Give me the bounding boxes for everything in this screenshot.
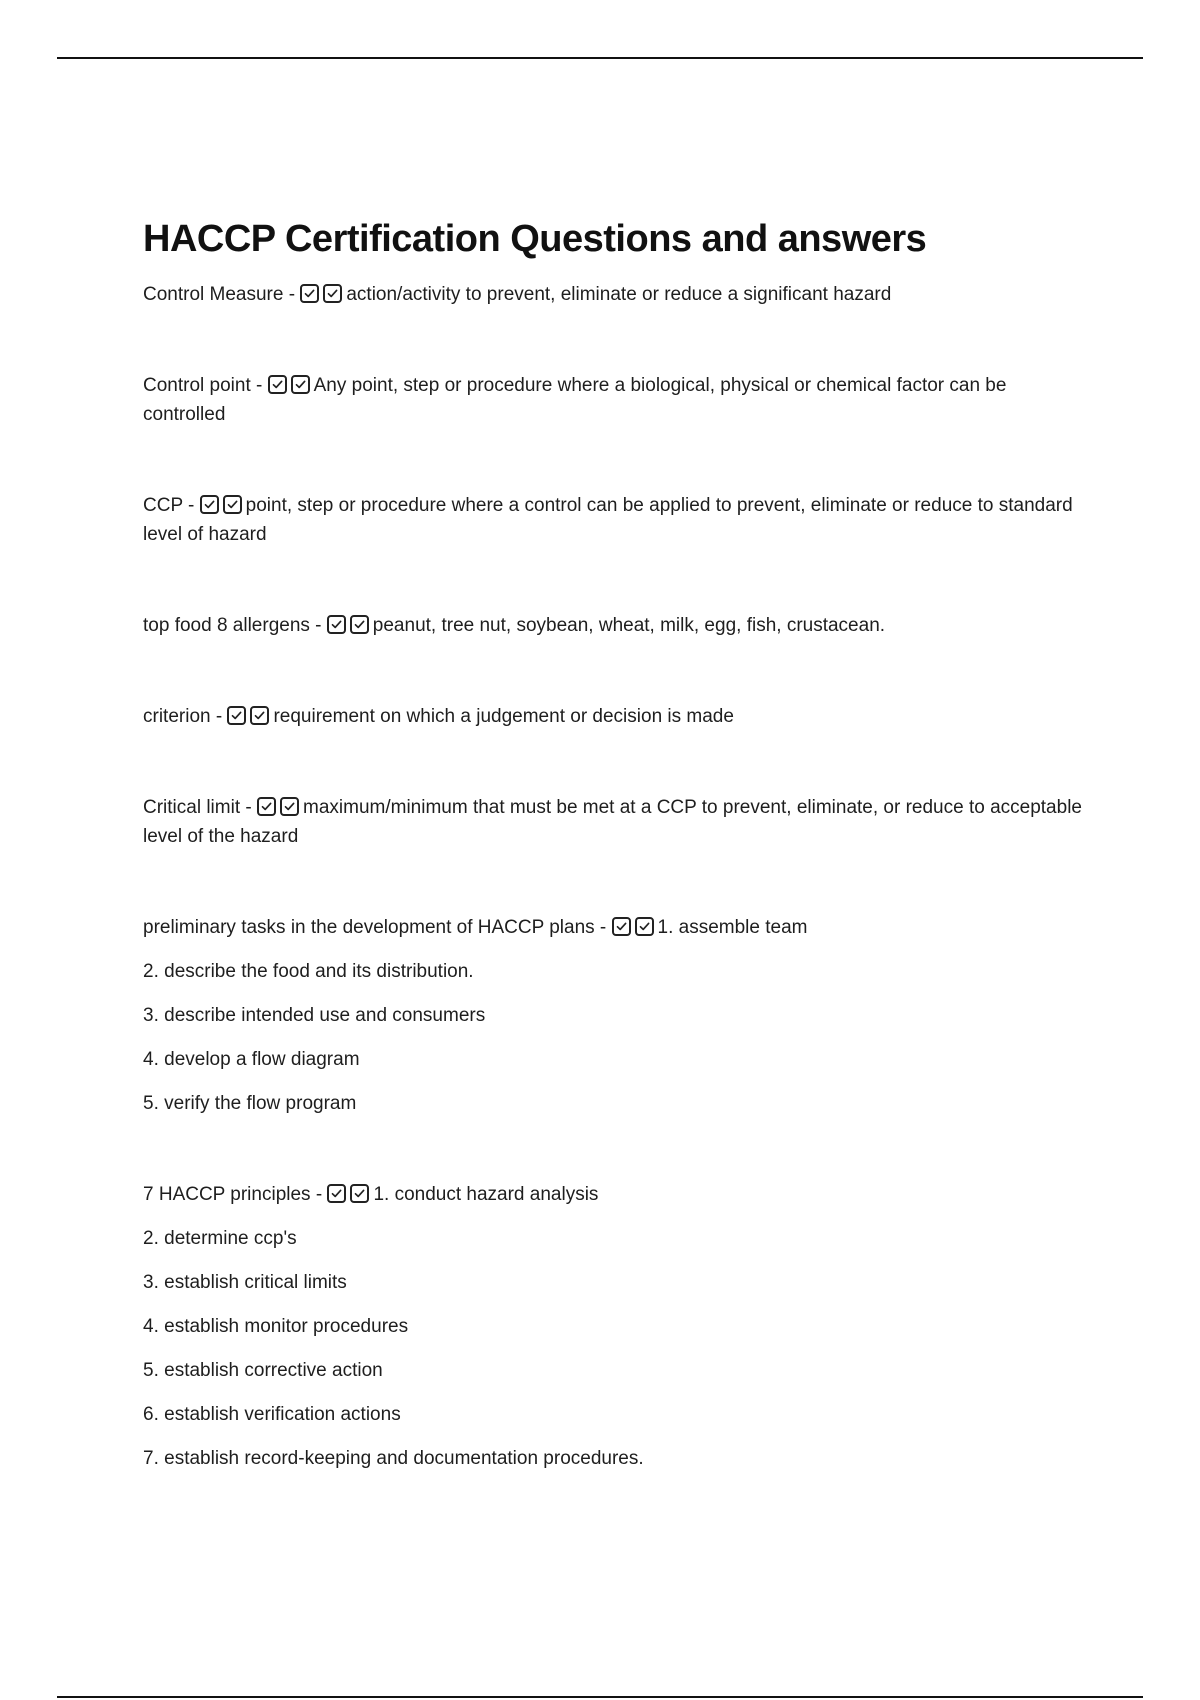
flashcard-answer-text: 1. assemble team — [657, 916, 808, 938]
flashcard — [143, 371, 1083, 429]
flashcard — [143, 491, 1083, 549]
flashcard — [143, 702, 1083, 731]
answer-line — [143, 1312, 1083, 1341]
checkbox-checked-icon — [327, 615, 346, 634]
flashcard-answer-text: 5. establish corrective action — [143, 1359, 383, 1381]
flashcard-first-line — [143, 1180, 1083, 1209]
flashcard-answer-text: 1. conduct hazard analysis — [373, 1183, 599, 1205]
flashcard-term: preliminary tasks in the development of HACCP plans — [143, 916, 595, 938]
answer-marker — [300, 284, 346, 305]
flashcard-first-line — [143, 371, 1083, 429]
flashcard-answer-text: requirement on which a judgement or decision is made — [273, 705, 734, 727]
answer-marker — [227, 706, 273, 727]
answer-line — [143, 1444, 1083, 1473]
answer-line — [143, 1224, 1083, 1253]
flashcard-answer-text: 7. establish record-keeping and documentation procedures. — [143, 1447, 644, 1469]
flashcard-answer-text: 5. verify the flow program — [143, 1092, 357, 1114]
answer-marker — [268, 375, 314, 396]
flashcard — [143, 913, 1083, 1118]
term-separator: - — [283, 283, 301, 305]
flashcard — [143, 280, 1083, 309]
checkbox-checked-icon — [612, 917, 631, 936]
flashcard-term: CCP — [143, 494, 183, 516]
answer-marker — [200, 495, 246, 516]
flashcard-answer-text: point, step or procedure where a control can be applied to prevent, eliminate or reduce to standard level of hazard — [143, 494, 1073, 545]
flashcard-answer-text: Any point, step or procedure where a biological, physical or chemical factor can be controlled — [143, 374, 1007, 425]
document-title: HACCP Certification Questions and answers — [143, 218, 927, 260]
flashcard-first-line — [143, 280, 1083, 309]
answer-line — [143, 1045, 1083, 1074]
answer-marker — [327, 615, 373, 636]
flashcard-term: Critical limit — [143, 796, 241, 818]
term-separator: - — [182, 494, 200, 516]
flashcard-answer-text: action/activity to prevent, eliminate or reduce a significant hazard — [346, 283, 892, 305]
flashcard-answer-text: 2. describe the food and its distribution. — [143, 960, 474, 982]
answer-line — [143, 1356, 1083, 1385]
flashcard-answer-text: peanut, tree nut, soybean, wheat, milk, egg, fish, crustacean. — [372, 614, 886, 636]
flashcard-term: criterion — [143, 705, 211, 727]
answer-marker — [257, 797, 303, 818]
bottom-rule — [57, 1696, 1143, 1698]
term-separator: - — [210, 705, 228, 727]
answer-line — [143, 1001, 1083, 1030]
flashcard-term: Control Measure — [143, 283, 284, 305]
flashcard-term: 7 HACCP principles — [143, 1183, 311, 1205]
checkbox-checked-icon — [250, 706, 269, 725]
answer-marker — [327, 1184, 373, 1205]
flashcard-answer-text: 2. determine ccp's — [143, 1227, 297, 1249]
term-separator: - — [310, 1183, 328, 1205]
term-separator: - — [309, 614, 327, 636]
flashcard — [143, 611, 1083, 640]
term-separator: - — [250, 374, 268, 396]
checkbox-checked-icon — [227, 706, 246, 725]
answer-line — [143, 1089, 1083, 1118]
flashcard — [143, 793, 1083, 851]
checkbox-checked-icon — [635, 917, 654, 936]
term-separator: - — [240, 796, 257, 818]
answer-line — [143, 1268, 1083, 1297]
flashcard-first-line — [143, 611, 1083, 640]
checkbox-checked-icon — [200, 495, 219, 514]
flashcard-answer-text: maximum/minimum that must be met at a CCP to prevent, eliminate, or reduce to acceptable level of the hazard — [143, 796, 1082, 847]
answer-line — [143, 957, 1083, 986]
flashcard-answer-text: 4. establish monitor procedures — [143, 1315, 409, 1337]
flashcard — [143, 1180, 1083, 1473]
checkbox-checked-icon — [300, 284, 319, 303]
flashcard-first-line — [143, 913, 1083, 942]
checkbox-checked-icon — [350, 615, 369, 634]
flashcard-list — [143, 280, 1083, 1473]
checkbox-checked-icon — [350, 1184, 369, 1203]
top-rule — [57, 57, 1143, 59]
checkbox-checked-icon — [280, 797, 299, 816]
flashcard-term: top food 8 allergens — [143, 614, 310, 636]
flashcard-term: Control point — [143, 374, 251, 396]
flashcard-first-line — [143, 491, 1083, 549]
flashcard-answer-text: 4. develop a flow diagram — [143, 1048, 360, 1070]
answer-marker — [612, 917, 658, 938]
checkbox-checked-icon — [323, 284, 342, 303]
flashcard-first-line — [143, 702, 1083, 731]
flashcard-first-line — [143, 793, 1083, 851]
checkbox-checked-icon — [327, 1184, 346, 1203]
answer-line — [143, 1400, 1083, 1429]
checkbox-checked-icon — [223, 495, 242, 514]
checkbox-checked-icon — [268, 375, 287, 394]
checkbox-checked-icon — [291, 375, 310, 394]
document-body — [143, 218, 1083, 1473]
flashcard-answer-text: 3. establish critical limits — [143, 1271, 347, 1293]
flashcard-answer-text: 3. describe intended use and consumers — [143, 1004, 486, 1026]
checkbox-checked-icon — [257, 797, 276, 816]
flashcard-answer-text: 6. establish verification actions — [143, 1403, 401, 1425]
term-separator: - — [594, 916, 612, 938]
